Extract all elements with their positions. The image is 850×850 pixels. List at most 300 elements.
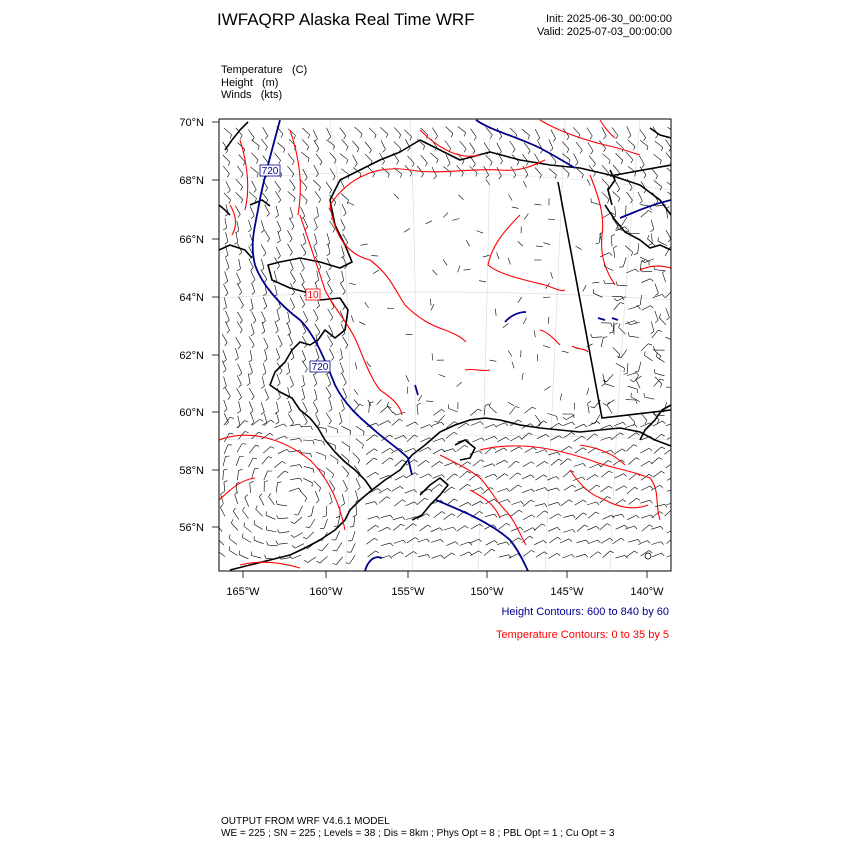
- lon-label: 140°W: [630, 586, 664, 598]
- wind-barb: [314, 218, 318, 227]
- wind-barb-flag: [260, 419, 263, 421]
- wind-barb-flag: [259, 432, 263, 434]
- wind-barb: [485, 424, 494, 428]
- wind-barb: [535, 450, 544, 454]
- wind-barb-flag: [426, 460, 429, 462]
- contour-label-temperature: [306, 289, 320, 301]
- wind-barb: [551, 459, 559, 465]
- wind-barb: [288, 154, 294, 162]
- wind-barb: [342, 139, 349, 147]
- wind-barb-flag: [415, 502, 418, 505]
- wind-barb-flag: [546, 434, 549, 437]
- wind-barb: [522, 489, 531, 493]
- wind-barb: [446, 127, 453, 134]
- wind-barb: [251, 299, 253, 309]
- wind-barb: [536, 488, 546, 491]
- wind-barb-flag: [223, 307, 226, 309]
- wind-barb: [275, 424, 284, 428]
- wind-barb: [394, 436, 403, 440]
- wind-barb-flag: [521, 502, 524, 505]
- wind-barb: [326, 506, 327, 516]
- wind-barb: [343, 337, 348, 346]
- wind-barb: [404, 228, 410, 232]
- wind-barb-flag: [337, 460, 338, 464]
- wind-barb-flag: [462, 173, 464, 177]
- wind-barb: [405, 524, 413, 530]
- wind-barb-flag: [305, 422, 308, 425]
- wind-barb: [239, 259, 241, 269]
- wind-barb: [499, 523, 507, 529]
- wind-barb: [576, 246, 582, 250]
- wind-barb: [268, 545, 278, 546]
- wind-barb: [237, 283, 242, 292]
- lat-label: 64°N: [179, 292, 204, 304]
- wind-barb: [536, 421, 544, 428]
- wind-barb: [511, 510, 519, 516]
- wind-barb: [254, 524, 263, 529]
- wind-barb: [317, 271, 319, 281]
- wind-barb: [229, 538, 237, 544]
- wind-barb-flag: [636, 305, 640, 306]
- wind-barb: [537, 434, 546, 438]
- wind-barb: [292, 555, 301, 559]
- wind-barb-flag: [528, 151, 530, 154]
- wind-barb-flag: [245, 432, 249, 433]
- wind-barb: [328, 309, 333, 318]
- wind-barb-flag: [619, 324, 621, 328]
- wind-barb: [314, 246, 318, 255]
- wind-barb: [236, 192, 243, 199]
- wind-barb: [486, 541, 495, 546]
- wind-barb-flag: [500, 161, 502, 164]
- wind-barb: [615, 206, 616, 216]
- wind-barb-flag: [493, 464, 496, 467]
- wind-barb: [484, 549, 492, 556]
- wind-barb-flag: [647, 541, 650, 544]
- wind-barb: [408, 156, 415, 163]
- wind-barb-flag: [572, 422, 575, 425]
- wind-barb-flag: [661, 542, 664, 545]
- wind-barb: [237, 470, 238, 480]
- wind-barb: [235, 206, 240, 215]
- wind-barb-flag: [391, 543, 394, 546]
- wind-barb-flag: [375, 135, 377, 139]
- wind-barb: [302, 361, 307, 369]
- wind-barb: [523, 515, 532, 520]
- wind-barb-flag: [635, 526, 638, 529]
- wind-barb-flag: [362, 445, 363, 449]
- wind-barb-flag: [611, 323, 612, 327]
- wind-barb-flag: [225, 214, 228, 216]
- wind-barb-flag: [261, 269, 264, 271]
- wind-barb: [261, 259, 264, 269]
- wind-barb: [395, 476, 404, 481]
- wind-barb-flag: [332, 307, 335, 310]
- wind-barb-flag: [234, 242, 237, 244]
- wind-barb-flag: [343, 307, 345, 310]
- wind-barb-flag: [277, 397, 280, 400]
- wind-barb-flag: [651, 229, 654, 231]
- height-legend: Height Contours: 600 to 840 by 60: [501, 606, 669, 618]
- lon-label: 160°W: [309, 586, 343, 598]
- wind-barb-flag: [225, 293, 228, 296]
- wind-barb: [238, 416, 240, 426]
- wind-barb-flag: [558, 502, 561, 505]
- wind-barb: [249, 259, 254, 268]
- wind-barb-flag: [317, 332, 320, 335]
- wind-barb: [666, 337, 675, 341]
- wind-barb: [444, 449, 454, 452]
- wind-barb: [510, 128, 517, 135]
- wind-barb: [573, 127, 580, 134]
- wind-barb-flag: [375, 502, 377, 505]
- wind-barb: [641, 515, 651, 518]
- wind-barb-flag: [238, 214, 241, 217]
- wind-barb-flag: [388, 488, 391, 491]
- wind-barb: [303, 440, 313, 441]
- wind-barb-flag: [505, 423, 508, 426]
- wind-barb-flag: [519, 447, 522, 450]
- wind-barb: [326, 413, 331, 422]
- wind-barb-flag: [597, 485, 601, 487]
- wind-barb: [471, 524, 480, 529]
- wind-barb: [290, 424, 300, 426]
- wind-barb: [549, 537, 557, 543]
- wind-barb: [261, 403, 264, 413]
- wind-barb-flag: [674, 537, 678, 539]
- wind-barb-flag: [279, 200, 281, 203]
- wind-barb-flag: [437, 159, 438, 163]
- wind-barb: [654, 447, 662, 454]
- wind-barb: [223, 166, 229, 174]
- wind-barb-flag: [454, 432, 457, 434]
- wind-barb-flag: [582, 175, 584, 179]
- wind-barb-flag: [327, 254, 330, 256]
- wind-barb-flag: [306, 527, 310, 528]
- wind-barb-flag: [311, 426, 313, 430]
- wind-barb-flag: [453, 449, 456, 452]
- wind-barb: [466, 240, 470, 246]
- wind-barb: [244, 526, 252, 532]
- wind-barb-flag: [607, 497, 611, 499]
- wind-barb-flag: [442, 475, 445, 478]
- wind-barb-flag: [326, 429, 327, 433]
- wind-barb: [295, 544, 304, 548]
- wind-barb: [543, 297, 550, 298]
- wind-barb: [249, 388, 254, 397]
- wind-barb-flag: [278, 230, 281, 233]
- wind-barb: [288, 362, 290, 372]
- wind-barb-flag: [376, 551, 380, 553]
- wind-barb: [276, 483, 277, 493]
- wind-barb: [243, 511, 249, 519]
- wind-barb: [433, 449, 442, 454]
- wind-barb-flag: [333, 563, 337, 564]
- wind-barb-flag: [611, 234, 615, 236]
- wind-barb: [508, 402, 514, 406]
- wind-barb-flag: [529, 433, 533, 435]
- wind-barb: [316, 415, 320, 424]
- wind-barb-flag: [662, 147, 663, 151]
- wind-barb: [523, 462, 532, 467]
- wind-barb: [574, 463, 584, 466]
- wind-barb: [235, 494, 238, 504]
- wind-barb-flag: [286, 322, 289, 324]
- wind-barb: [224, 413, 229, 422]
- wind-barb: [497, 542, 507, 545]
- wind-barb-flag: [595, 243, 599, 244]
- wind-barb-flag: [271, 420, 274, 423]
- wind-barb-flag: [328, 137, 331, 140]
- wind-barb: [535, 504, 545, 507]
- wind-barb: [406, 422, 415, 426]
- wind-barb-flag: [241, 199, 243, 203]
- wind-barb-flag: [628, 136, 631, 139]
- wind-barb: [237, 444, 242, 453]
- wind-barb-flag: [282, 461, 285, 463]
- wind-barb: [457, 382, 462, 387]
- wind-barb-flag: [625, 227, 628, 230]
- wind-barb-flag: [341, 372, 344, 375]
- wind-barb-flag: [226, 268, 229, 271]
- wind-barb: [315, 191, 321, 199]
- wind-barb: [342, 374, 346, 383]
- wind-barb: [627, 192, 633, 200]
- wind-barb: [314, 481, 321, 488]
- wind-barb: [548, 502, 558, 505]
- wind-barb: [470, 451, 479, 455]
- wind-barb-flag: [267, 239, 269, 242]
- wind-barb: [607, 405, 612, 414]
- wind-barb-flag: [428, 554, 430, 557]
- wind-barb-flag: [637, 498, 640, 500]
- wind-barb-flag: [239, 469, 243, 470]
- wind-barb-flag: [373, 174, 375, 178]
- lat-label: 68°N: [179, 175, 204, 187]
- wind-barb: [314, 234, 317, 244]
- wind-barb: [342, 426, 351, 431]
- svg-text:720: 720: [311, 362, 329, 373]
- wind-barb-flag: [286, 372, 289, 374]
- wind-barb-flag: [468, 462, 471, 464]
- wind-barb: [483, 464, 492, 468]
- wind-barb-flag: [224, 409, 227, 412]
- wind-barb-flag: [291, 522, 295, 524]
- wind-barb: [278, 543, 288, 544]
- wind-barb: [368, 551, 376, 557]
- wind-barb: [619, 327, 626, 334]
- contour-label-height-1: [260, 165, 280, 177]
- wind-barb-flag: [357, 149, 359, 153]
- wind-barb-flag: [659, 458, 663, 460]
- wind-barb: [548, 553, 557, 558]
- wind-barb-flag: [454, 474, 458, 476]
- wind-barb-flag: [330, 190, 332, 193]
- wind-barb-flag: [595, 475, 598, 477]
- wind-barb: [313, 310, 318, 319]
- wind-barb: [484, 405, 485, 415]
- wind-barb: [576, 142, 582, 150]
- wind-barb: [616, 363, 625, 368]
- wind-barb-flag: [573, 529, 576, 532]
- wind-barb: [276, 247, 280, 256]
- lon-label: 145°W: [550, 586, 584, 598]
- wind-barb: [277, 142, 285, 149]
- wind-barb: [277, 374, 280, 383]
- wind-barb-flag: [388, 421, 391, 424]
- wind-barb-flag: [649, 525, 653, 527]
- wind-barb-flag: [649, 448, 652, 451]
- map-title: IWFAQRP Alaska Real Time WRF: [217, 10, 475, 29]
- wind-barb: [394, 127, 401, 134]
- wind-barb: [626, 152, 633, 159]
- wind-barb-flag: [623, 500, 626, 502]
- wind-barb: [396, 412, 406, 415]
- wind-barb-flag: [410, 173, 412, 177]
- wind-barb: [287, 166, 293, 174]
- wind-barb-flag: [473, 151, 475, 154]
- wind-barb: [471, 409, 479, 416]
- wind-barb: [628, 140, 635, 147]
- wind-barb: [224, 284, 229, 293]
- wind-barb-flag: [609, 160, 610, 164]
- wind-barb: [254, 540, 263, 543]
- wind-barb-flag: [614, 323, 618, 325]
- wind-barb: [264, 414, 267, 424]
- wind-barb-flag: [494, 424, 497, 427]
- wind-barb: [654, 154, 662, 160]
- wind-barb-flag: [284, 424, 287, 427]
- wind-barb: [224, 193, 231, 200]
- wind-barb: [666, 140, 672, 148]
- wind-barb: [366, 538, 374, 544]
- wind-barb-flag: [304, 253, 307, 256]
- wind-barb-flag: [638, 539, 640, 542]
- wind-barb: [326, 468, 334, 475]
- wind-barb: [341, 169, 349, 175]
- wind-barb-flag: [644, 175, 646, 178]
- wind-barb: [460, 552, 469, 556]
- wind-barb: [485, 155, 492, 162]
- wind-barb-flag: [314, 384, 317, 387]
- wind-barb-flag: [526, 162, 528, 165]
- wind-barb: [510, 436, 519, 441]
- wind-barb-flag: [248, 229, 251, 232]
- wind-barb-flag: [221, 492, 224, 494]
- wind-barb: [380, 406, 387, 413]
- wind-barb: [354, 400, 359, 405]
- wind-barb-flag: [647, 146, 648, 150]
- wind-barb: [588, 143, 593, 152]
- wind-barb: [640, 500, 650, 503]
- wind-barb: [588, 421, 597, 426]
- wind-barb-flag: [249, 372, 252, 375]
- wind-barb: [603, 551, 611, 558]
- wind-barb-flag: [238, 282, 241, 285]
- wind-barb: [534, 524, 542, 531]
- wind-barb-flag: [644, 351, 645, 355]
- wind-barb-flag: [305, 187, 307, 191]
- wind-barb: [512, 207, 519, 209]
- wind-barb: [576, 554, 586, 557]
- wind-barb-flag: [345, 489, 348, 492]
- wind-barb: [447, 474, 455, 481]
- wind-barb: [366, 458, 374, 465]
- wind-barb-flag: [277, 266, 279, 269]
- wind-barb-flag: [591, 407, 595, 408]
- wind-barb-flag: [517, 162, 519, 166]
- wind-barb: [648, 239, 655, 246]
- wind-barb: [223, 350, 227, 359]
- wind-barb-flag: [427, 539, 430, 542]
- wind-barb: [464, 270, 471, 271]
- wind-barb-flag: [225, 343, 228, 346]
- wind-barb: [535, 415, 541, 423]
- wind-barb-flag: [594, 163, 596, 167]
- wind-barb: [583, 285, 586, 291]
- wind-barb-flag: [251, 268, 254, 271]
- wind-barb: [337, 542, 342, 551]
- wind-barb-flag: [342, 409, 345, 412]
- wind-barb-flag: [572, 485, 575, 487]
- wind-barb: [449, 408, 458, 412]
- wind-barb: [300, 273, 304, 282]
- wind-barb: [239, 297, 244, 306]
- wind-barb: [577, 525, 585, 532]
- wind-barb-flag: [650, 500, 653, 503]
- wind-barb-flag: [656, 353, 657, 357]
- wind-barb: [472, 501, 481, 506]
- wind-barb: [365, 302, 369, 308]
- wind-barb: [315, 389, 318, 399]
- wind-barb-flag: [425, 498, 429, 500]
- wind-barb: [300, 193, 307, 200]
- wind-barb-flag: [620, 433, 624, 435]
- wind-barb: [432, 128, 437, 137]
- graticule: [219, 120, 671, 570]
- wind-barb-flag: [287, 449, 290, 452]
- wind-barb-flag: [609, 471, 613, 473]
- wind-barb-flag: [316, 500, 319, 503]
- wind-barb: [226, 311, 230, 320]
- wind-barb-flag: [624, 474, 627, 477]
- wind-barb-flag: [610, 425, 613, 428]
- wind-barb-flag: [342, 333, 345, 336]
- wind-barb: [518, 297, 522, 303]
- wind-barb: [237, 388, 242, 397]
- wind-barb: [633, 376, 641, 382]
- wind-barb-flag: [276, 319, 279, 321]
- wind-barb: [431, 539, 441, 542]
- wind-barb: [261, 139, 267, 147]
- wind-barb-flag: [226, 320, 229, 323]
- wind-barb: [628, 415, 635, 422]
- wind-barb: [652, 330, 658, 338]
- wind-barb-flag: [358, 460, 360, 464]
- wind-barb: [485, 474, 494, 478]
- latitude-axis: [212, 122, 219, 527]
- wind-barb: [426, 401, 433, 402]
- wind-barb: [564, 485, 573, 490]
- wind-barb: [280, 532, 290, 534]
- wind-barb-flag: [662, 294, 665, 297]
- wind-barb: [426, 221, 432, 224]
- wind-barb-flag: [415, 473, 418, 475]
- wind-barb-flag: [240, 320, 243, 323]
- wind-barb: [523, 550, 531, 556]
- wind-barb: [250, 483, 251, 493]
- wind-barb: [369, 128, 376, 135]
